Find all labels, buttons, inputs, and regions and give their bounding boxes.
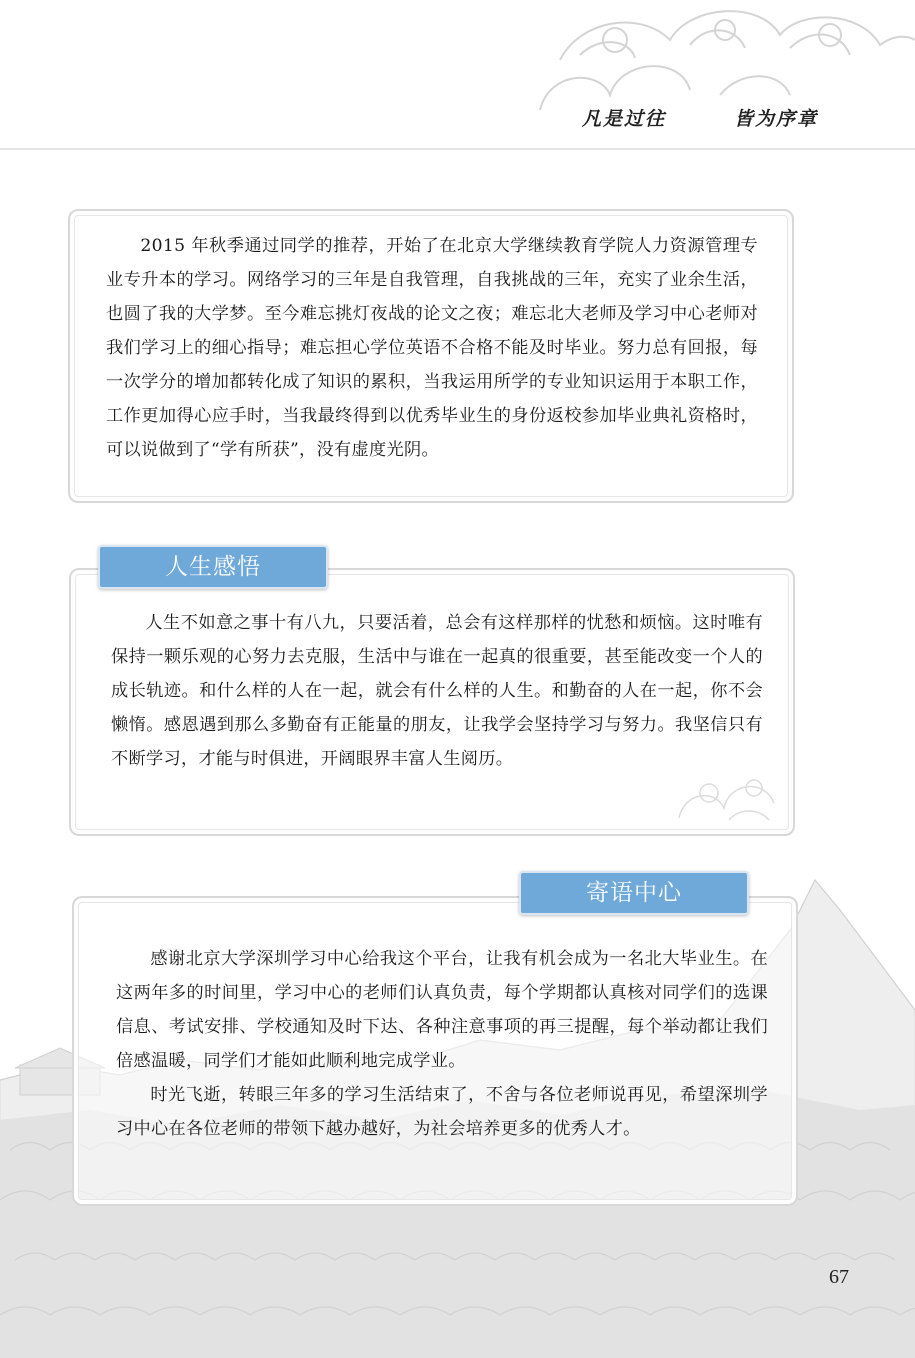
reflection-paragraph: 人生不如意之事十有八九，只要活着，总会有这样那样的忧愁和烦恼。这时唯有保持一颗乐观的心努力去克服，生活中与谁在一起真的很重要，甚至能改变一个人的成长轨迹。和什么样的人在一起，就会有什么样的人生。和勤奋的人在一起，你不会懒惰。感恩遇到那么多勤奋有正能量的朋友，让我学会坚持学习与努力。我坚信只有不断学习，才能与时俱进，开阔眼界丰富人生阅历。	[111, 613, 763, 769]
page-number: 67	[829, 1266, 849, 1288]
reflection-title-tab: 人生感悟	[98, 545, 328, 589]
message-title-tab: 寄语中心	[519, 871, 749, 915]
cloud-decoration	[520, 0, 915, 120]
header-divider	[0, 148, 915, 150]
header-left: 凡是过往	[582, 108, 667, 130]
reflection-box	[69, 568, 795, 836]
message-paragraph-2: 时光飞逝，转眼三年多的学习生活结束了，不舍与各位老师说再见，希望深圳学习中心在各位老师的带领下越办越好，为社会培养更多的优秀人才。	[116, 1085, 768, 1139]
message-paragraph-1: 感谢北京大学深圳学习中心给我这个平台，让我有机会成为一名北大毕业生。在这两年多的时间里，学习中心的老师们认真负责，每个学期都认真核对同学们的选课信息、考试安排、学校通知及时下达、各种注意事项的再三提醒，每个举动都让我们倍感温暖，同学们才能如此顺利地完成学业。	[116, 949, 768, 1071]
intro-paragraph: 2015 年秋季通过同学的推荐，开始了在北京大学继续教育学院人力资源管理专业专升本的学习。网络学习的三年是自我管理，自我挑战的三年，充实了业余生活，也圆了我的大学梦。至今难忘挑灯夜战的论文之夜；难忘北大老师及学习中心老师对我们学习上的细心指导；难忘担心学位英语不合格不能及时毕业。努力总有回报，每一次学分的增加都转化成了知识的累积，当我运用所学的专业知识运用于本职工作，工作更加得心应手时，当我最终得到以优秀毕业生的身份返校参加毕业典礼资格时，可以说做到了“学有所获”，没有虚度光阴。	[106, 236, 758, 460]
message-box	[72, 896, 798, 1206]
header-right: 皆为序章	[734, 108, 819, 130]
intro-box	[68, 209, 794, 503]
